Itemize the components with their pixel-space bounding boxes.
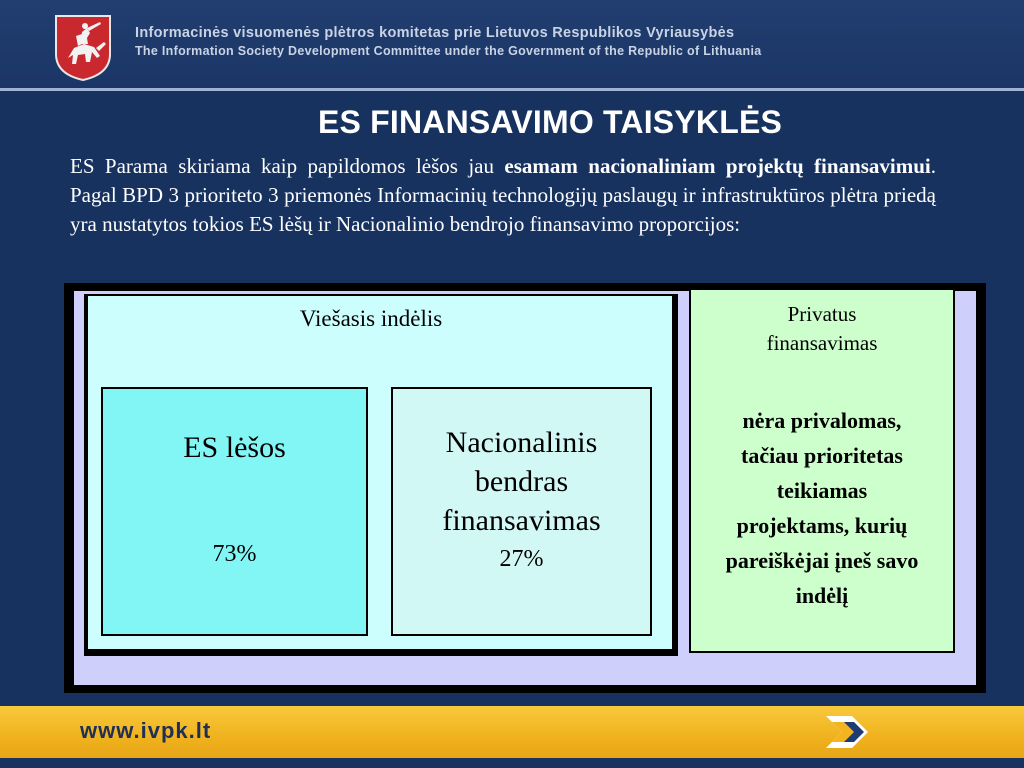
national-title-line1: Nacionalinis bbox=[445, 426, 598, 459]
national-title-line2: bendras bbox=[474, 465, 569, 498]
private-text-line5: pareiškėjai įneš savo bbox=[725, 548, 919, 573]
intro-text-bold: esamam nacionaliniam projektų finansavimui bbox=[504, 154, 931, 178]
national-cofinancing-title bbox=[393, 423, 650, 540]
private-text-line2: tačiau prioritetas bbox=[741, 443, 903, 468]
footer-website-url: www.ivpk.lt bbox=[80, 718, 212, 743]
intro-paragraph bbox=[70, 152, 936, 239]
public-contribution-label: Viešasis indėlis bbox=[299, 306, 443, 331]
footer-bottom-strip bbox=[0, 758, 1024, 768]
private-text-line4: projektams, kurių bbox=[736, 513, 908, 538]
intro-text-part2: . Pagal BPD 3 prioriteto 3 priemonės Informacinių technologijų paslaugų ir infrastruktūros plėtra priedą yra nustatytos tokios ES lėšų ir Nacionalinio bendrojo finansavimo proporcijos: bbox=[70, 154, 937, 236]
private-financing-title bbox=[691, 300, 953, 358]
private-title-line2: finansavimas bbox=[766, 331, 878, 355]
slide-title: ES FINANSAVIMO TAISYKLĖS bbox=[317, 104, 783, 140]
es-funds-box bbox=[101, 387, 368, 636]
national-cofinancing-percent: 27% bbox=[499, 546, 544, 572]
private-text-line1: nėra privalomas, bbox=[742, 408, 902, 433]
lithuania-vytis-coat-of-arms-icon bbox=[54, 14, 112, 82]
private-financing-box bbox=[689, 288, 955, 653]
intro-text-part1: ES Parama skiriama kaip papildomos lėšos jau bbox=[70, 154, 505, 178]
es-funds-percent: 73% bbox=[212, 541, 257, 567]
double-arrow-right-icon bbox=[822, 708, 882, 756]
private-title-line1: Privatus bbox=[787, 302, 857, 326]
es-funds-title: ES lėšos bbox=[183, 431, 286, 464]
private-financing-text bbox=[691, 403, 953, 613]
national-cofinancing-box bbox=[391, 387, 652, 636]
committee-name-en: The Information Society Development Committee under the Government of the Republic of Lithuania bbox=[135, 44, 762, 58]
national-title-line3: finansavimas bbox=[442, 504, 601, 537]
committee-name-lt: Informacinės visuomenės plėtros komitetas prie Lietuvos Respublikos Vyriausybės bbox=[135, 25, 735, 41]
private-text-line3: teikiamas bbox=[776, 478, 868, 503]
header-banner bbox=[0, 0, 1024, 91]
private-text-line6: indėlį bbox=[795, 583, 849, 608]
